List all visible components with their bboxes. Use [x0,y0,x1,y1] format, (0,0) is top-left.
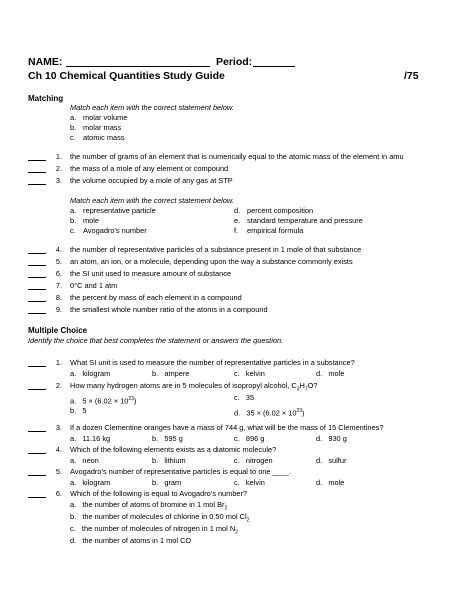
choice-c: c. nitrogen [234,456,273,465]
question-number: 2. [55,381,62,390]
choice-b: b. 5 [70,406,87,415]
answer-blank[interactable] [28,475,46,476]
choice-d: d. 930 g [316,434,347,443]
choice-a: a. kilogram [70,478,111,487]
question-number: 3. [55,423,62,432]
option-letter: d. [234,206,241,215]
answer-blank[interactable] [28,160,46,161]
choice-d: d. $35 \times (6.02 \times 10^{23})$ [234,408,305,418]
matching-instruction-1: Match each item with the correct statement below. [70,103,234,112]
choice-a: a. 11.16 kg [70,434,111,443]
choice-c: c. kelvin [234,478,265,487]
choice-a: a. neon [70,456,99,465]
choice-a: a. kilogram [70,369,111,378]
question-number: 3. [55,176,62,185]
choice-b: b. 595 g [152,434,183,443]
name-field[interactable] [66,66,210,67]
answer-blank[interactable] [28,289,46,290]
choice-b: b. the number of molecules of chlorine in 0.50 mol $Cl_2$ [70,512,250,524]
answer-blank[interactable] [28,265,46,266]
choice-c: c. the number of molecules of nitrogen in 1 mol $N_2$ [70,524,238,536]
choice-b: b. gram [152,478,182,487]
option-text: representative particle [83,206,156,215]
choice-c: c. 896 g [234,434,265,443]
question-text: the mass of a mole of any element or compound [70,164,229,173]
option-letter: e. [234,216,241,225]
choice-a: a. the number of atoms of bromine in 1 mol $Br_2$ [70,500,228,512]
option-text: Avogadro's number [83,226,147,235]
choice-b: b. ampere [152,369,190,378]
option-letter: a. [70,206,77,215]
question-number: 1. [55,358,62,367]
option-text: molar volume [83,113,128,122]
question-text: Which of the following is equal to Avogadro's number? [70,489,248,498]
question-number: 5. [55,257,62,266]
question-text: the volume occupied by a mole of any gas at STP [70,176,233,185]
question-text: the number of grams of an element that is numerically equal to the atomic mass of the element in amu [70,152,404,161]
choice-d: d. sulfur [316,456,347,465]
choice-d: d. mole [316,369,345,378]
question-number: 2. [55,164,62,173]
question-text: 0°C and 1 atm [70,281,118,290]
question-number: 6. [55,269,62,278]
choice-d: d. mole [316,478,345,487]
answer-blank[interactable] [28,301,46,302]
question-number: 9. [55,305,62,314]
matching-instruction-2: Match each item with the correct statement below. [70,196,234,205]
option-text: percent composition [247,206,314,215]
multiple-choice-instruction: Identify the choice that best completes the statement or answers the question. [28,336,284,345]
option-letter: b. [70,123,77,132]
page-subtitle: Study Guide [163,70,225,82]
question-number: 6. [55,489,62,498]
question-text: How many hydrogen atoms are in 5 molecules of isopropyl alcohol, $C_3H_7O$? [70,381,318,393]
question-number: 4. [55,445,62,454]
choice-c: c. kelvin [234,369,265,378]
answer-blank[interactable] [28,184,46,185]
answer-blank[interactable] [28,253,46,254]
option-text: mole [83,216,100,225]
option-letter: c. [70,133,76,142]
score-label: /75 [404,70,419,82]
choice-d: d. the number of atoms in 1 mol CO [70,536,192,545]
answer-blank[interactable] [28,277,46,278]
question-text: the smallest whole number ratio of the atoms in a compound [70,305,268,314]
option-letter: b. [70,216,77,225]
choice-b: b. lithium [152,456,186,465]
period-field[interactable] [253,66,295,67]
answer-blank[interactable] [28,172,46,173]
question-number: 4. [55,245,62,254]
question-number: 5. [55,467,62,476]
question-text: Avogadro's number of representative particles is equal to one ____. [70,467,292,476]
option-text: standard temperature and pressure [247,216,363,225]
name-label: NAME: [28,56,63,68]
answer-blank[interactable] [28,453,46,454]
question-text: the SI unit used to measure amount of substance [70,269,232,278]
answer-blank[interactable] [28,366,46,367]
question-text: the percent by mass of each element in a compound [70,293,242,302]
question-number: 1. [55,152,62,161]
option-text: atomic mass [83,133,125,142]
question-number: 8. [55,293,62,302]
question-text: What SI unit is used to measure the number of representative particles in a substance? [70,358,355,367]
choice-a: a. $5 \times (6.02 \times 10^{23})$ [70,396,137,406]
answer-blank[interactable] [28,313,46,314]
option-letter: a. [70,113,77,122]
question-text: Which of the following elements exists as a diatomic molecule? [70,445,277,454]
option-letter: c. [70,226,76,235]
section-heading-matching: Matching [28,94,64,103]
question-number: 7. [55,281,62,290]
question-text: If a dozen Clementine oranges have a mass of 744 g, what will be the mass of 15 Clementines? [70,423,384,432]
answer-blank[interactable] [28,431,46,432]
answer-blank[interactable] [28,497,46,498]
section-heading-multiple-choice: Multiple Choice [28,326,88,335]
answer-blank[interactable] [28,389,46,390]
option-letter: f. [234,226,239,235]
choice-c: c. 35 [234,393,255,402]
question-text: an atom, an ion, or a molecule, depending upon the way a substance commonly exists [70,257,353,266]
period-label: Period: [216,56,253,68]
option-text: empirical formula [247,226,304,235]
option-text: molar mass [83,123,122,132]
page-title: Ch 10 Chemical Quantities [28,70,161,82]
question-text: the number of representative particles of a substance present in 1 mole of that substance [70,245,362,254]
